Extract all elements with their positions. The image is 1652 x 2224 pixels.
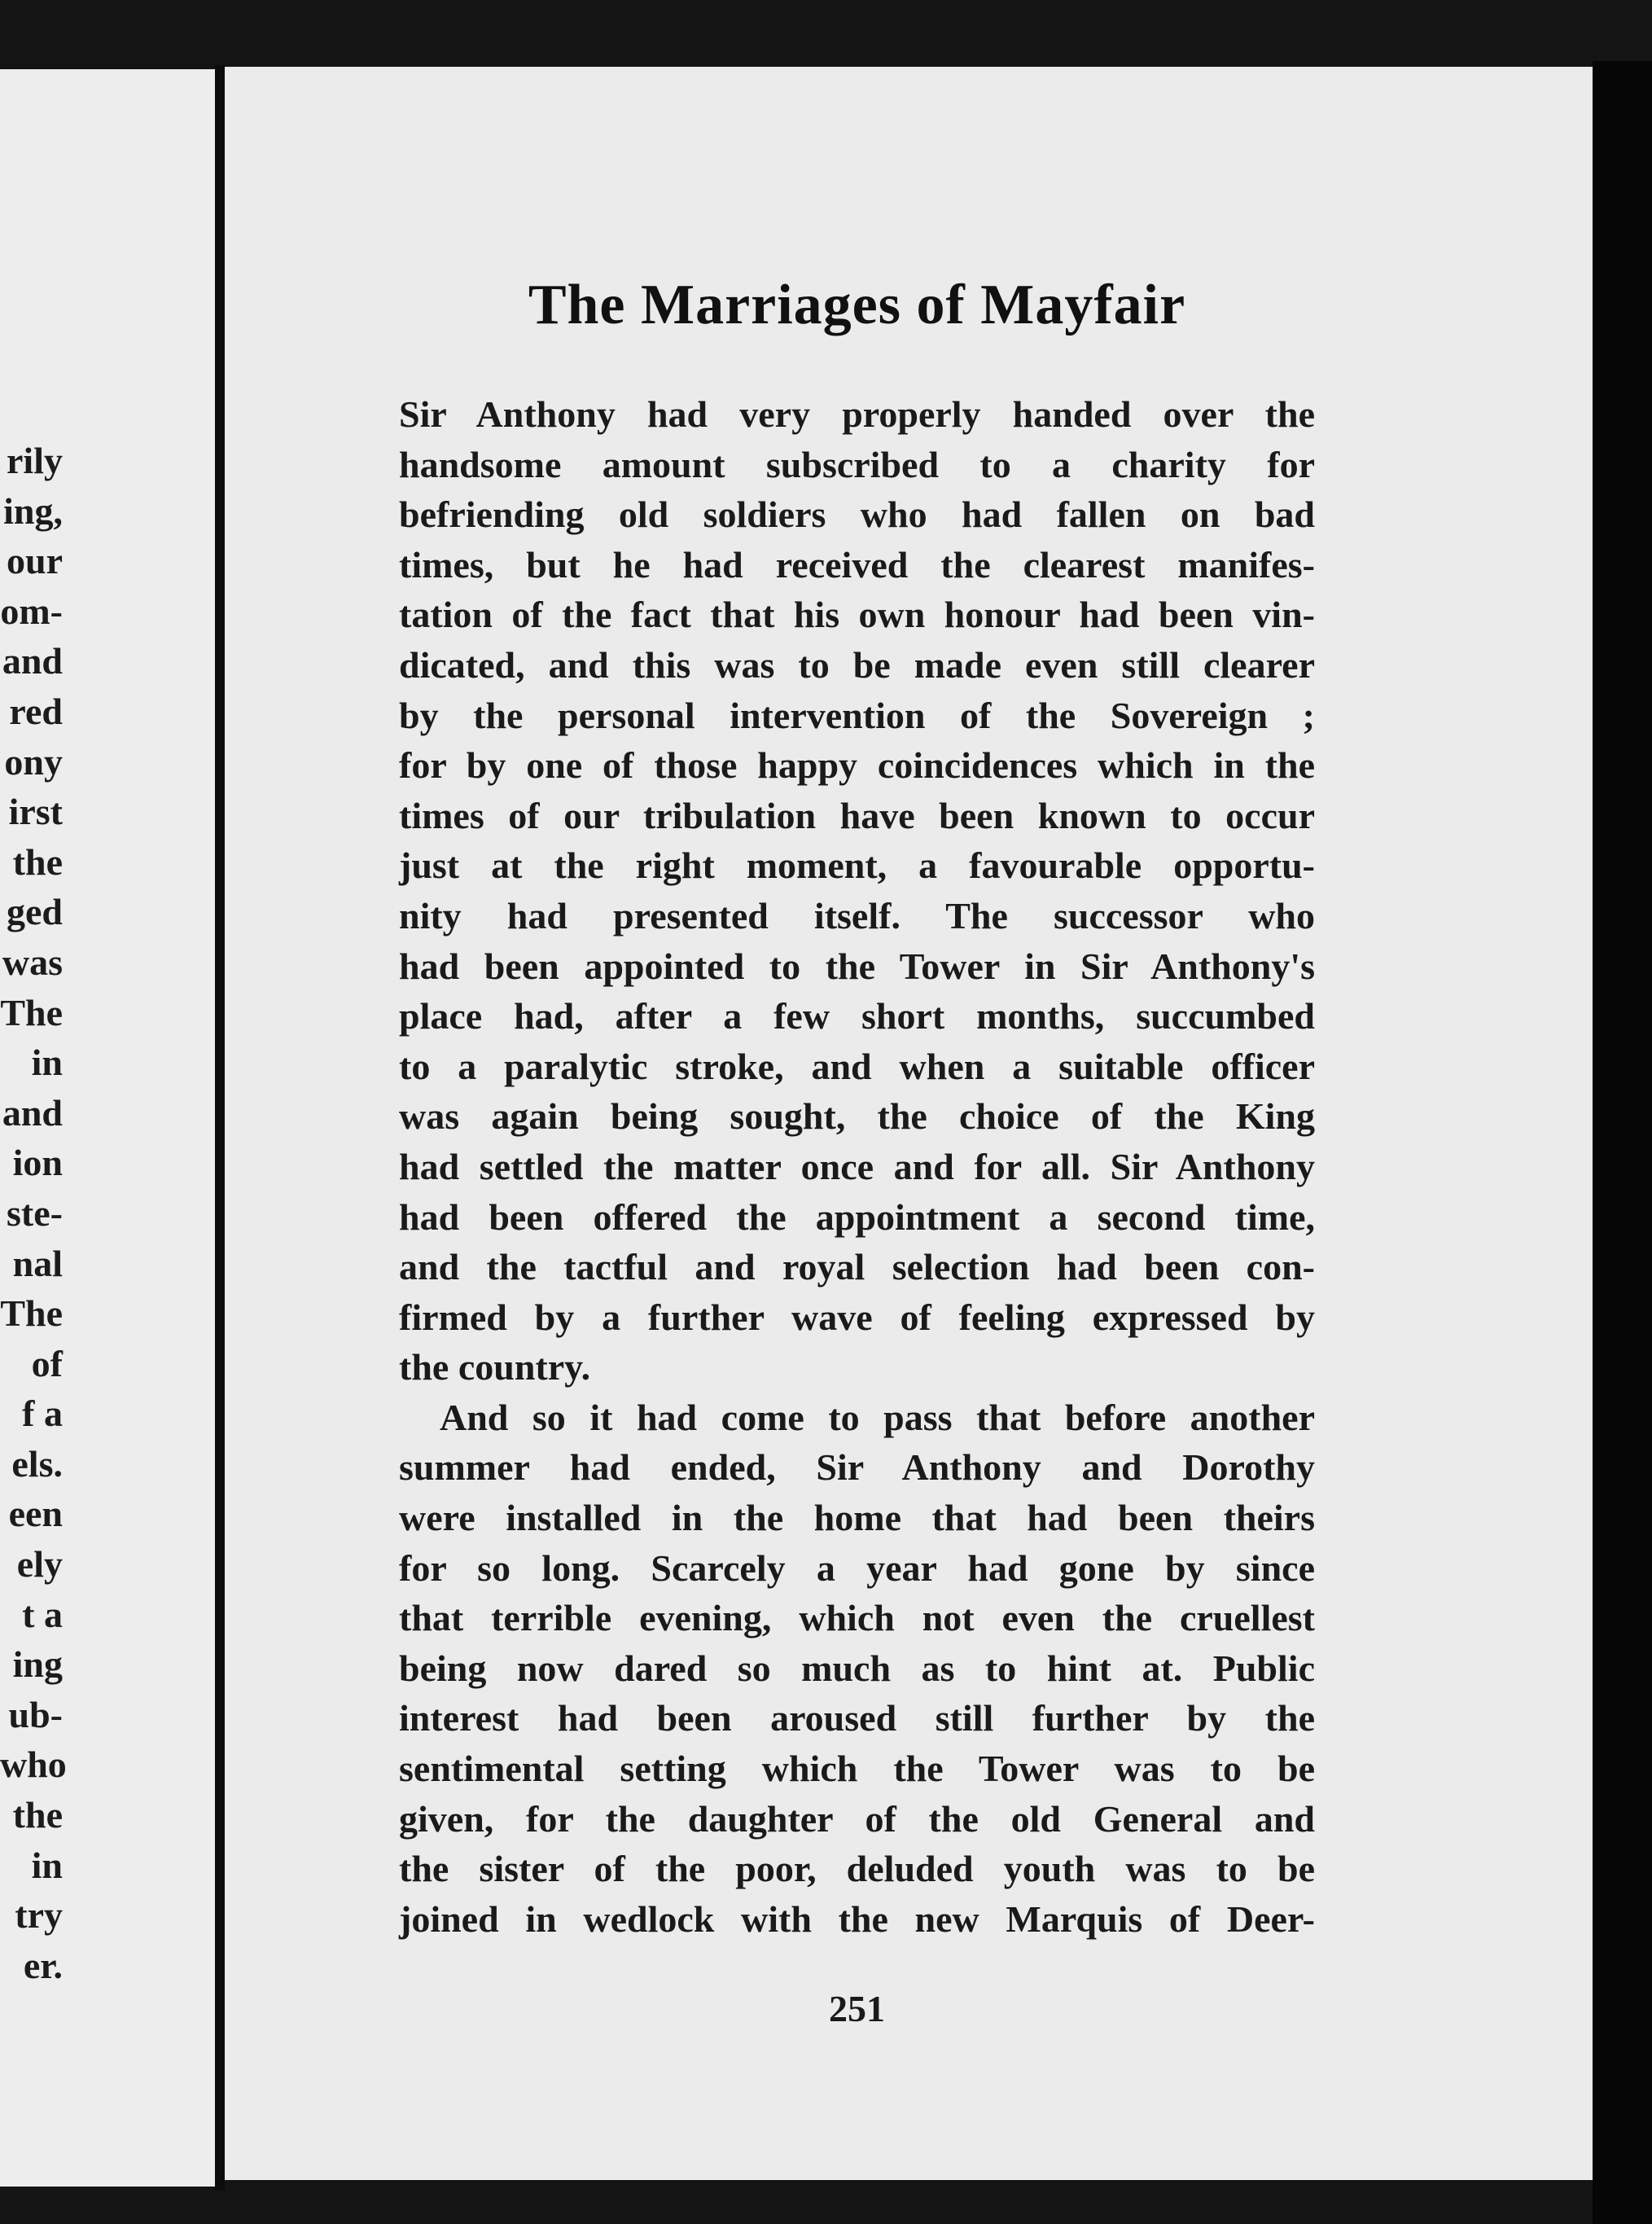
text-line: were installed in the home that had been theirs (399, 1497, 1315, 1539)
left-line: ony (4, 740, 63, 783)
left-line: ing, (3, 489, 63, 532)
text-line: for so long. Scarcely a year had gone by since (399, 1546, 1315, 1589)
page-number: 251 (829, 1988, 885, 2029)
left-line: The (0, 991, 63, 1033)
text-line: Sir Anthony had very properly handed over the (399, 393, 1315, 435)
text-line: just at the right moment, a favourable opportu- (399, 844, 1315, 887)
body-text (399, 389, 1315, 1944)
left-line: els. (11, 1442, 63, 1485)
text-line: times of our tribulation have been known to occur (399, 794, 1315, 836)
text-line: And so it had come to pass that before another (440, 1396, 1315, 1438)
left-page-text (0, 436, 218, 1990)
left-line: and (2, 640, 63, 682)
left-page (0, 69, 218, 2187)
text-line: times, but he had received the clearest manifes- (399, 543, 1315, 586)
left-line: try (15, 1894, 63, 1937)
text-line: and the tactful and royal selection had been con- (399, 1246, 1315, 1288)
left-line: ion (12, 1142, 63, 1184)
text-line: befriending old soldiers who had fallen on bad (399, 493, 1315, 536)
left-line: om- (0, 590, 63, 632)
text-line: given, for the daughter of the old General and (399, 1797, 1315, 1840)
left-line: ged (7, 891, 63, 933)
text-line: by the personal intervention of the Sovereign ; (399, 694, 1315, 736)
left-line: in (31, 1042, 63, 1084)
text-line: had been offered the appointment a second time, (399, 1195, 1315, 1238)
text-line: firmed by a further wave of feeling expressed by (399, 1296, 1315, 1338)
text-line: to a paralytic stroke, and when a suitable officer (399, 1045, 1315, 1087)
left-line: f a (22, 1393, 63, 1435)
left-line: of (31, 1342, 63, 1384)
left-line: ing (12, 1643, 63, 1686)
text-line: the sister of the poor, deluded youth was to be (399, 1848, 1315, 1890)
left-line: er. (23, 1944, 63, 1986)
text-line: handsome amount subscribed to a charity for (399, 443, 1315, 485)
running-title: The Marriages of Mayfair (528, 274, 1186, 336)
text-line: was again being sought, the choice of the King (399, 1095, 1315, 1138)
text-line: interest had been aroused still further by the (399, 1697, 1315, 1739)
left-line: rily (7, 440, 63, 481)
left-line: and (2, 1091, 63, 1134)
left-line: was (2, 941, 63, 983)
text-line: place had, after a few short months, succumbed (399, 995, 1315, 1037)
left-line: The (0, 1292, 63, 1335)
left-line: red (9, 690, 63, 732)
paragraph-2 (399, 1393, 1315, 1945)
left-line: in (31, 1844, 63, 1886)
text-line: dicated, and this was to be made even still clearer (399, 643, 1315, 686)
left-line: irst (8, 791, 63, 833)
text-line: being now dared so much as to hint at. Public (399, 1647, 1315, 1689)
left-line: nal (12, 1242, 63, 1284)
text-line: nity had presented itself. The successor who (399, 894, 1315, 937)
text-line: for by one of those happy coincidences which in the (399, 744, 1315, 787)
text-line: the country. (399, 1346, 591, 1388)
left-line: een (8, 1493, 63, 1535)
left-line: t a (22, 1593, 63, 1635)
text-line: sentimental setting which the Tower was to be (399, 1748, 1315, 1790)
text-line: had settled the matter once and for all. Sir Anthony (399, 1145, 1315, 1187)
text-line: joined in wedlock with the new Marquis of Deer- (399, 1897, 1315, 1940)
text-line: that terrible evening, which not even the cruellest (399, 1597, 1315, 1639)
left-line: who (0, 1744, 67, 1786)
text-line: had been appointed to the Tower in Sir Anthony's (399, 945, 1315, 987)
left-line: the (12, 1794, 63, 1836)
paragraph-1 (399, 389, 1315, 1393)
left-line: our (7, 540, 63, 582)
book-gutter (215, 65, 225, 2191)
text-line: summer had ended, Sir Anthony and Dorothy (399, 1446, 1315, 1489)
left-line: the (12, 840, 63, 883)
left-line: ely (16, 1543, 63, 1586)
scan-border (1593, 61, 1652, 2224)
left-line: ub- (8, 1693, 63, 1735)
text-line: tation of the fact that his own honour had been vin- (399, 594, 1315, 636)
left-line: ste- (7, 1191, 63, 1234)
